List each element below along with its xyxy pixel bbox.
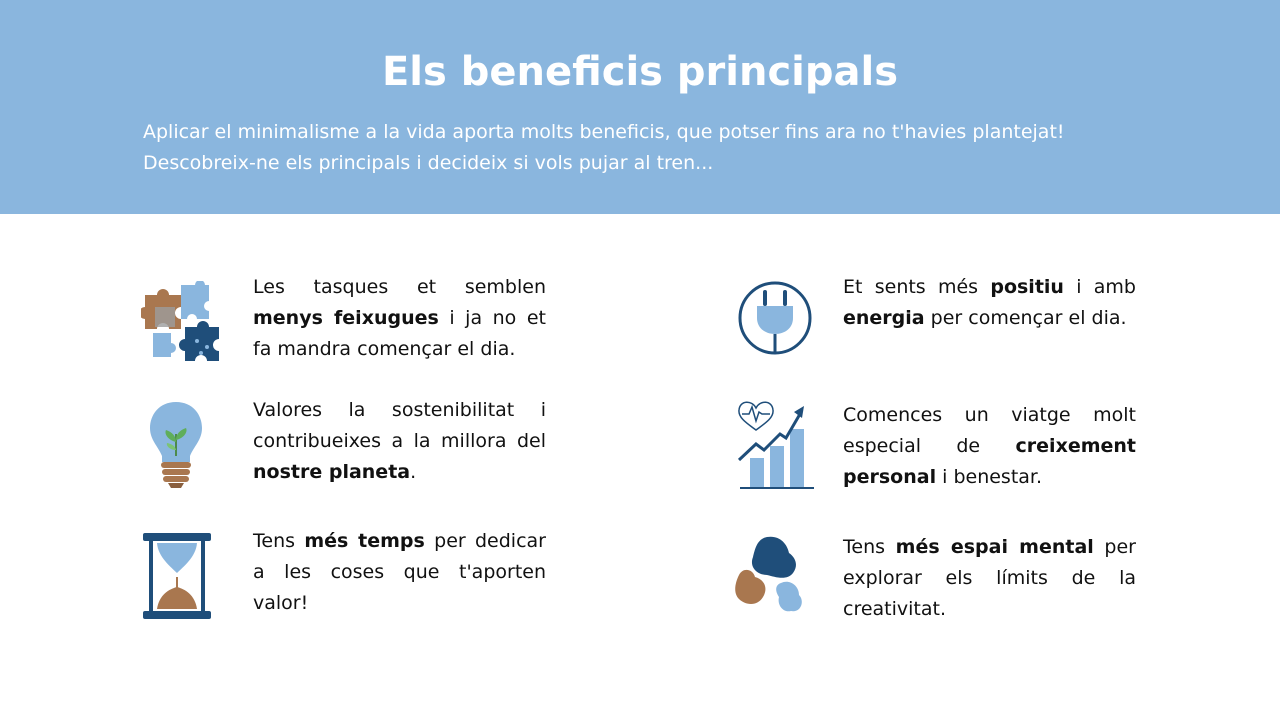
lightbulb-icon [146,400,206,490]
growth-chart-icon [736,394,816,492]
intro-text: Aplicar el minimalisme a la vida aporta molts beneficis, que potser fins ara no t'havies plantejat! Descobreix-ne els principals i decideix si vols pujar al tren... [143,121,1065,174]
benefit-text: Tens més espai mental per explorar els límits de la creativitat. [843,536,1136,620]
benefit-text: Les tasques et semblen menys feixugues i ja no et fa mandra començar el dia. [253,276,546,360]
benefit-text: Tens més temps per dedicar a les coses que t'aporten valor! [253,530,546,614]
benefit-text: Comences un viatge molt especial de creixement personal i benestar. [843,404,1136,488]
blobs-icon [733,533,811,617]
header-banner [0,0,1280,214]
plug-icon [737,280,813,356]
hourglass-icon [141,531,213,621]
page-title: Els beneficis principals [381,49,899,95]
puzzle-icon [141,281,229,363]
benefit-text: Et sents més positiu i amb energia per començar el dia. [843,276,1136,329]
benefit-text: Valores la sostenibilitat i contribueixes a la millora del nostre planeta. [253,399,546,483]
